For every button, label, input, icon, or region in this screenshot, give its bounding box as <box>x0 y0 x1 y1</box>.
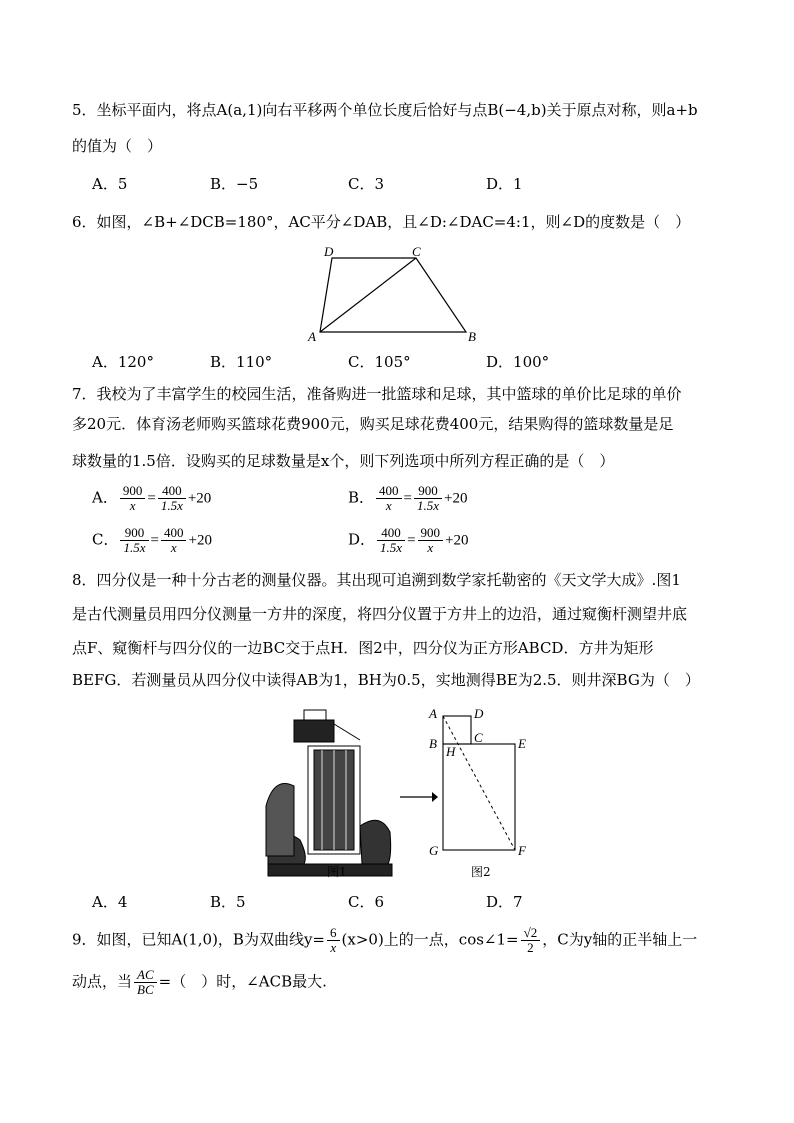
q8-option-b[interactable]: B．5 <box>210 893 246 911</box>
q6-stem: 6．如图，∠B+∠DCB=180°，AC平分∠DAB，且∠D:∠DAC=4:1，则∠D的度数是（ ） <box>72 213 691 231</box>
q7-stem-line2: 多20元．体育汤老师购买篮球花费900元，购买足球花费400元，结果购得的篮球数量是足 <box>72 415 674 433</box>
q7-option-c[interactable]: C． $\frac{900}{1.5x}$ = $\frac{400}{x}$ +20 <box>92 525 212 555</box>
q8-fig1-caption: 图1 <box>327 865 347 879</box>
q8-option-c[interactable]: C．6 <box>348 893 385 911</box>
label-b: B <box>468 329 476 344</box>
q5-stem-line1: 5．坐标平面内，将点A(a,1)向右平移两个单位长度后恰好与点B(−4,b)关于原点对称，则a+b <box>72 101 698 119</box>
q9-stem-line1: 9．如图，已知A(1,0)，B为双曲线y= $\frac{6}{x}$ (x>0)上的一点，cos∠1= $\frac{√2}{2}$ ，C为y轴的正半轴上一 <box>72 925 698 955</box>
q7-stem-line3: 球数量的1.5倍．设购买的足球数量是x个，则下列选项中所列方程正确的是（ ） <box>72 452 615 470</box>
q8-option-d[interactable]: D．7 <box>486 893 523 911</box>
q5-option-b[interactable]: B．−5 <box>210 175 259 193</box>
q8-fig1-quadrant-illustration <box>264 706 396 888</box>
label-a: A <box>308 329 316 344</box>
label-g: G <box>429 843 439 858</box>
square-abcd <box>443 716 471 744</box>
label-c: C <box>474 730 483 745</box>
label-a: A <box>429 706 437 721</box>
q7-option-b[interactable]: B． $\frac{400}{x}$ = $\frac{900}{1.5x}$ +20 <box>348 483 468 513</box>
q7-option-d[interactable]: D． $\frac{400}{1.5x}$ = $\frac{900}{x}$ +20 <box>348 525 469 555</box>
q8-stem-line1: 8．四分仪是一种十分古老的测量仪器。其出现可追溯到数学家托勒密的《天文学大成》.图1 <box>72 571 681 589</box>
label-c: C <box>412 244 421 259</box>
q6-option-c[interactable]: C．105° <box>348 353 411 371</box>
q8-option-a[interactable]: A．4 <box>92 893 128 911</box>
q8-fig2-diagram <box>426 700 536 860</box>
q6-option-a[interactable]: A．120° <box>92 353 154 371</box>
q8-stem-line2: 是古代测量员用四分仪测量一方井的深度，将四分仪置于方井上的边沿，通过窥衡杆测望井底 <box>72 605 688 623</box>
q5-option-c[interactable]: C．3 <box>348 175 385 193</box>
q6-option-b[interactable]: B．110° <box>210 353 273 371</box>
q5-stem-line2: 的值为（ ） <box>72 137 163 155</box>
q5-option-d[interactable]: D．1 <box>486 175 523 193</box>
q7-option-a[interactable]: A． $\frac{900}{x}$ = $\frac{400}{1.5x}$ +20 <box>92 483 212 513</box>
q6-trapezoid-figure <box>300 240 490 346</box>
q8-fig2-caption: 图2 <box>471 865 491 879</box>
q8-stem-line4: BEFG．若测量员从四分仪中读得AB为1，BH为0.5，实地测得BE为2.5．则井深BG为（ ） <box>72 671 700 689</box>
diagonal-ac <box>320 258 416 332</box>
q5-option-a[interactable]: A．5 <box>92 175 128 193</box>
q7-stem-line1: 7．我校为了丰富学生的校园生活，准备购进一批篮球和足球，其中篮球的单价比足球的单价 <box>72 385 682 403</box>
q6-option-d[interactable]: D．100° <box>486 353 550 371</box>
label-e: E <box>518 736 526 751</box>
trapezoid-outline <box>320 258 466 332</box>
label-d: D <box>324 244 334 259</box>
label-f: F <box>518 843 526 858</box>
label-d: D <box>474 706 484 721</box>
rectangle-befg <box>443 744 515 850</box>
q9-stem-line2: 动点，当 $\frac{AC}{BC}$ =（ ）时，∠ACB最大. <box>72 967 327 997</box>
label-b: B <box>429 736 437 751</box>
q8-stem-line3: 点F、窥衡杆与四分仪的一边BC交于点H．图2中，四分仪为正方形ABCD．方井为矩形 <box>72 639 654 657</box>
label-h: H <box>446 744 456 759</box>
